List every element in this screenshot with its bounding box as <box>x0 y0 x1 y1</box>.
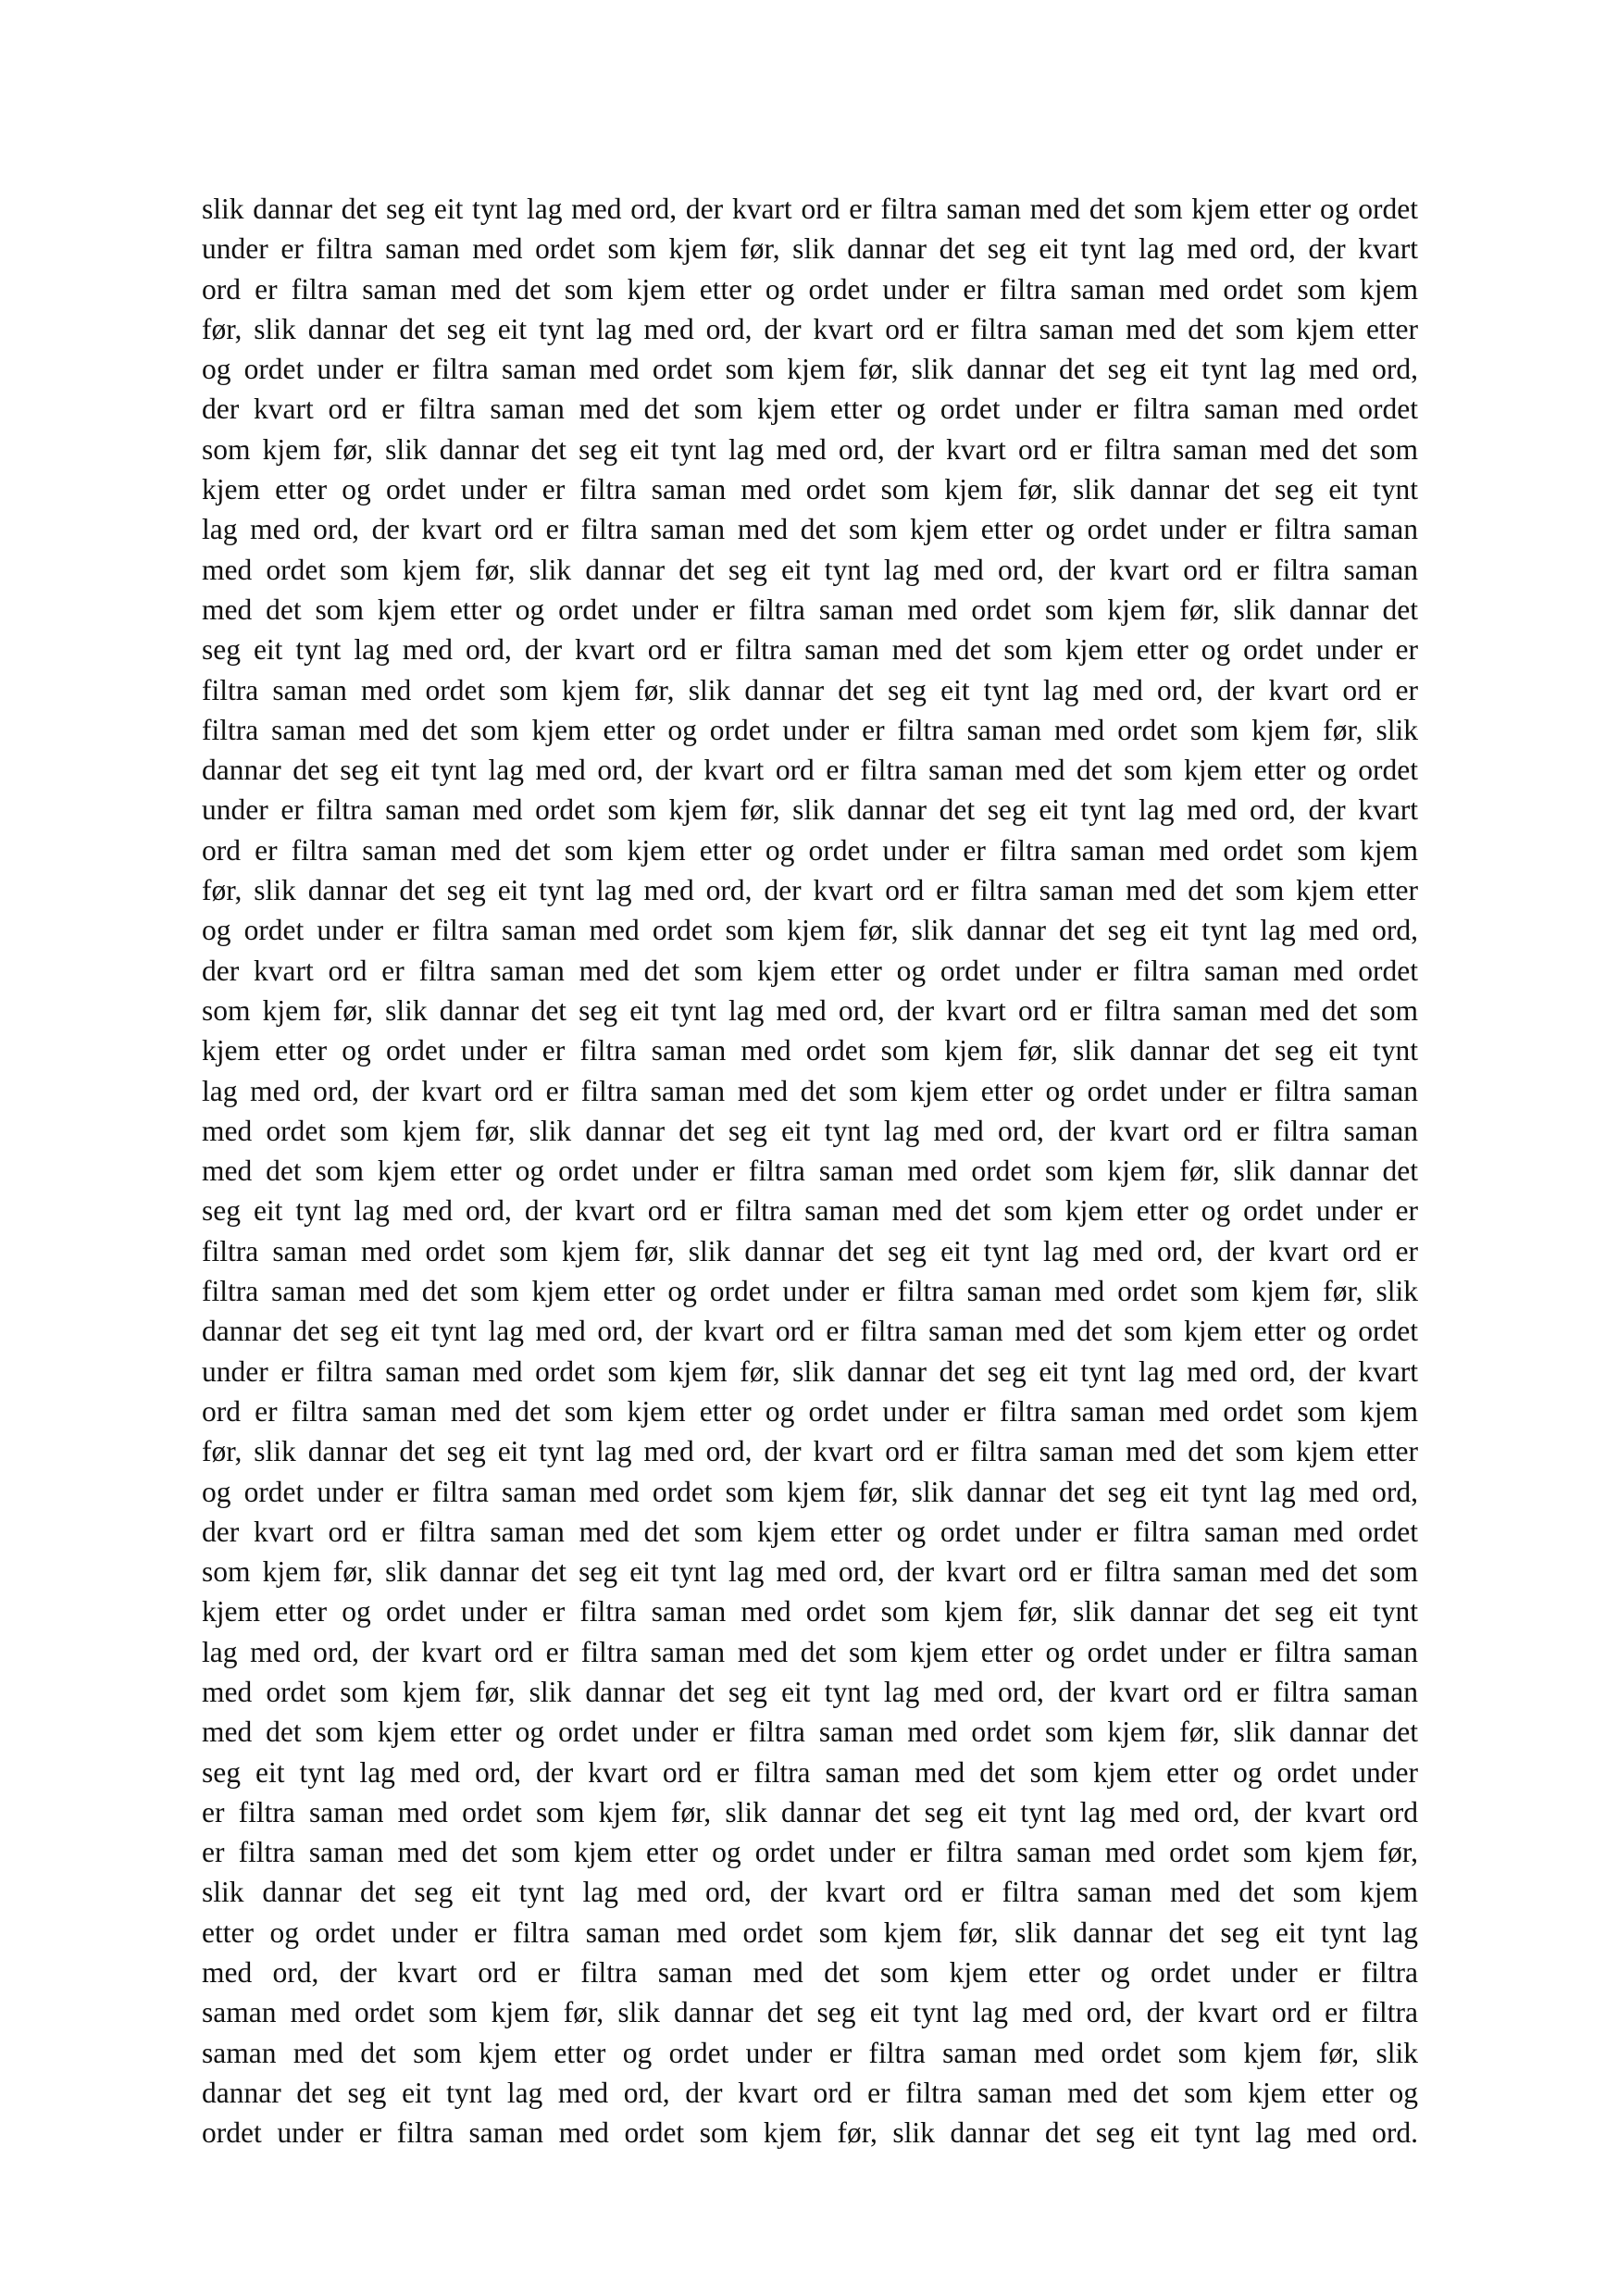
text-line: der kvart ord er filtra saman med det som kjem etter og ordet under er filtra saman med ordet <box>202 954 1418 987</box>
text-line: ord er filtra saman med det som kjem etter og ordet under er filtra saman med ordet som kjem <box>202 272 1418 306</box>
text-line: med ordet som kjem før, slik dannar det seg eit tynt lag med ord, der kvart ord er filtra saman <box>202 553 1418 586</box>
text-line: ord er filtra saman med det som kjem etter og ordet under er filtra saman med ordet som kjem <box>202 833 1418 867</box>
text-line: med ordet som kjem før, slik dannar det seg eit tynt lag med ord, der kvart ord er filtra saman <box>202 1675 1418 1708</box>
text-line: dannar det seg eit tynt lag med ord, der kvart ord er filtra saman med det som kjem etter og <box>202 2076 1418 2109</box>
text-line: og ordet under er filtra saman med ordet som kjem før, slik dannar det seg eit tynt lag med ord, <box>202 1475 1418 1508</box>
text-line: slik dannar det seg eit tynt lag med ord, der kvart ord er filtra saman med det som kjem <box>202 1876 1418 1909</box>
text-line: under er filtra saman med ordet som kjem før, slik dannar det seg eit tynt lag med ord, der kvart <box>202 232 1418 266</box>
text-line: seg eit tynt lag med ord, der kvart ord er filtra saman med det som kjem etter og ordet under er <box>202 1194 1418 1228</box>
text-line: saman med det som kjem etter og ordet under er filtra saman med ordet som kjem før, slik <box>202 2036 1418 2069</box>
text-line: og ordet under er filtra saman med ordet som kjem før, slik dannar det seg eit tynt lag med ord, <box>202 353 1418 386</box>
text-line: som kjem før, slik dannar det seg eit tynt lag med ord, der kvart ord er filtra saman med det som <box>202 993 1418 1027</box>
text-line: der kvart ord er filtra saman med det som kjem etter og ordet under er filtra saman med ordet <box>202 1515 1418 1548</box>
text-line: med det som kjem etter og ordet under er filtra saman med ordet som kjem før, slik dannar det <box>202 593 1418 626</box>
text-line: slik dannar det seg eit tynt lag med ord, der kvart ord er filtra saman med det som kjem etter og ordet <box>202 193 1418 225</box>
text-line: med det som kjem etter og ordet under er filtra saman med ordet som kjem før, slik dannar det <box>202 1154 1418 1188</box>
text-line: med ordet som kjem før, slik dannar det seg eit tynt lag med ord, der kvart ord er filtra saman <box>202 1114 1418 1147</box>
text-line: med det som kjem etter og ordet under er filtra saman med ordet som kjem før, slik dannar det <box>202 1716 1418 1749</box>
text-line: og ordet under er filtra saman med ordet som kjem før, slik dannar det seg eit tynt lag med ord, <box>202 914 1418 947</box>
text-line: er filtra saman med det som kjem etter og ordet under er filtra saman med ordet som kjem før, <box>202 1836 1418 1869</box>
text-line: kjem etter og ordet under er filtra saman med ordet som kjem før, slik dannar det seg eit tynt <box>202 1595 1418 1628</box>
text-line: lag med ord, der kvart ord er filtra saman med det som kjem etter og ordet under er filtra saman <box>202 513 1418 546</box>
text-line: filtra saman med ordet som kjem før, slik dannar det seg eit tynt lag med ord, der kvart ord er <box>202 673 1418 706</box>
text-line: lag med ord, der kvart ord er filtra saman med det som kjem etter og ordet under er filtra saman <box>202 1635 1418 1668</box>
text-line: dannar det seg eit tynt lag med ord, der kvart ord er filtra saman med det som kjem etter og ordet <box>202 1315 1418 1348</box>
text-line: med ord, der kvart ord er filtra saman med det som kjem etter og ordet under er filtra <box>202 1956 1418 1990</box>
text-line: er filtra saman med ordet som kjem før, slik dannar det seg eit tynt lag med ord, der kvart ord <box>202 1795 1418 1828</box>
text-line: før, slik dannar det seg eit tynt lag med ord, der kvart ord er filtra saman med det som kjem etter <box>202 1435 1418 1468</box>
text-line: under er filtra saman med ordet som kjem før, slik dannar det seg eit tynt lag med ord, der kvart <box>202 793 1418 827</box>
text-line: ordet under er filtra saman med ordet som kjem før, slik dannar det seg eit tynt lag med ord. <box>202 2116 1418 2150</box>
text-line: ord er filtra saman med det som kjem etter og ordet under er filtra saman med ordet som kjem <box>202 1394 1418 1428</box>
body-text <box>202 189 1418 2153</box>
text-line: saman med ordet som kjem før, slik dannar det seg eit tynt lag med ord, der kvart ord er filtra <box>202 1996 1418 2029</box>
text-line: kjem etter og ordet under er filtra saman med ordet som kjem før, slik dannar det seg eit tynt <box>202 1034 1418 1067</box>
text-line: filtra saman med det som kjem etter og ordet under er filtra saman med ordet som kjem før, slik <box>202 713 1418 746</box>
text-line: der kvart ord er filtra saman med det som kjem etter og ordet under er filtra saman med ordet <box>202 393 1418 426</box>
text-line: filtra saman med det som kjem etter og ordet under er filtra saman med ordet som kjem før, slik <box>202 1275 1418 1308</box>
text-line: dannar det seg eit tynt lag med ord, der kvart ord er filtra saman med det som kjem etter og ordet <box>202 754 1418 787</box>
text-line: kjem etter og ordet under er filtra saman med ordet som kjem før, slik dannar det seg eit tynt <box>202 473 1418 506</box>
text-line: før, slik dannar det seg eit tynt lag med ord, der kvart ord er filtra saman med det som kjem etter <box>202 312 1418 345</box>
text-line: under er filtra saman med ordet som kjem før, slik dannar det seg eit tynt lag med ord, der kvart <box>202 1354 1418 1388</box>
text-line: etter og ordet under er filtra saman med ordet som kjem før, slik dannar det seg eit tynt lag <box>202 1915 1418 1949</box>
text-line: som kjem før, slik dannar det seg eit tynt lag med ord, der kvart ord er filtra saman med det som <box>202 432 1418 466</box>
text-line: lag med ord, der kvart ord er filtra saman med det som kjem etter og ordet under er filtra saman <box>202 1074 1418 1107</box>
text-line: seg eit tynt lag med ord, der kvart ord er filtra saman med det som kjem etter og ordet under <box>202 1755 1418 1789</box>
text-line: som kjem før, slik dannar det seg eit tynt lag med ord, der kvart ord er filtra saman med det som <box>202 1555 1418 1589</box>
text-line: filtra saman med ordet som kjem før, slik dannar det seg eit tynt lag med ord, der kvart ord er <box>202 1234 1418 1267</box>
text-line: før, slik dannar det seg eit tynt lag med ord, der kvart ord er filtra saman med det som kjem etter <box>202 874 1418 907</box>
text-line: seg eit tynt lag med ord, der kvart ord er filtra saman med det som kjem etter og ordet under er <box>202 633 1418 667</box>
